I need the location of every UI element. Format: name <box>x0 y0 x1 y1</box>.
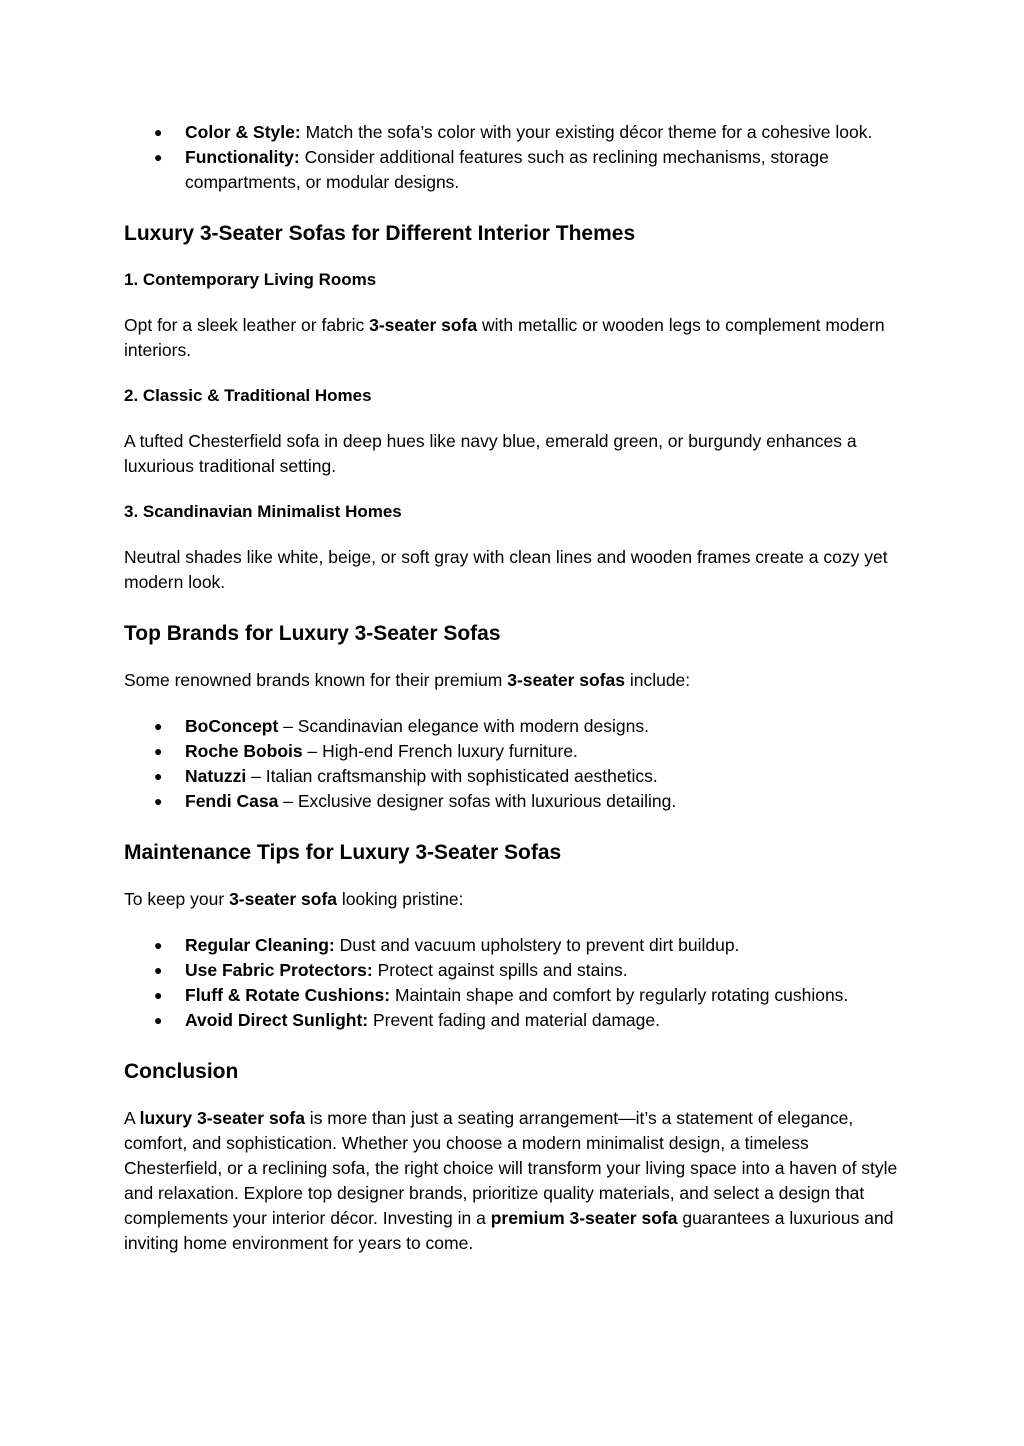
list-item: ● Fendi Casa – Exclusive designer sofas with luxurious detailing. <box>124 789 904 814</box>
bullet-icon: ● <box>154 962 163 978</box>
list-item: ● Regular Cleaning: Dust and vacuum upholstery to prevent dirt buildup. <box>124 933 904 958</box>
bullet-icon: ● <box>154 987 163 1003</box>
section-heading-maintenance: Maintenance Tips for Luxury 3-Seater Sofas <box>124 841 562 864</box>
bullet-icon: ● <box>154 937 163 953</box>
bullet-icon: ● <box>154 743 163 759</box>
list-item: ● Color & Style: Match the sofa’s color with your existing décor theme for a cohesive look. <box>124 120 904 145</box>
paragraph-brands-intro: Some renowned brands known for their premium 3-seater sofas include: <box>124 670 691 690</box>
bullet-icon: ● <box>154 149 163 165</box>
list-item: ● Avoid Direct Sunlight: Prevent fading and material damage. <box>124 1008 904 1033</box>
list-item: ● Roche Bobois – High-end French luxury furniture. <box>124 739 904 764</box>
list-item: ● Functionality: Consider additional features such as reclining mechanisms, storage compartments, or modular designs. <box>154 147 829 192</box>
section-heading-themes: Luxury 3-Seater Sofas for Different Interior Themes <box>124 222 636 245</box>
paragraph-conclusion: A luxury 3-seater sofa is more than just a seating arrangement—it’s a statement of elegance, comfort, and sophistication. Whether you choose a modern minimalist design, a timeless Chesterfield, or a reclining sofa, the right choice will transform your living space into a haven of style and relaxation. Explore top designer brands, prioritize quality materials, and select a design that complements your interior décor. Investing in a premium 3-seater sofa guarantees a luxurious and inviting home environment for years to come. <box>124 1108 898 1253</box>
list-item: ● Natuzzi – Italian craftsmanship with sophisticated aesthetics. <box>124 764 904 789</box>
list-item: ● BoConcept – Scandinavian elegance with modern designs. <box>124 714 904 739</box>
paragraph-classic: A tufted Chesterfield sofa in deep hues like navy blue, emerald green, or burgundy enhances a luxurious traditional setting. <box>124 431 857 476</box>
section-heading-brands: Top Brands for Luxury 3-Seater Sofas <box>124 622 501 645</box>
subheading-contemporary: 1. Contemporary Living Rooms <box>124 270 377 289</box>
section-heading-conclusion: Conclusion <box>124 1060 239 1083</box>
list-item: ● Fluff & Rotate Cushions: Maintain shape and comfort by regularly rotating cushions. <box>124 983 904 1008</box>
bullet-icon: ● <box>154 1012 163 1028</box>
paragraph-contemporary: Opt for a sleek leather or fabric 3-seater sofa with metallic or wooden legs to complement modern interiors. <box>124 315 885 360</box>
brands-bullet-list <box>124 714 904 814</box>
paragraph-scandinavian: Neutral shades like white, beige, or soft gray with clean lines and wooden frames create a cozy yet modern look. <box>124 547 888 592</box>
list-item: ● Use Fabric Protectors: Protect against spills and stains. <box>124 958 904 983</box>
document-page <box>124 120 904 1256</box>
subheading-classic: 2. Classic & Traditional Homes <box>124 386 372 405</box>
paragraph-maintenance-intro: To keep your 3-seater sofa looking pristine: <box>124 889 464 909</box>
bullet-icon: ● <box>154 718 163 734</box>
intro-bullet-list <box>124 120 904 195</box>
subheading-scandinavian: 3. Scandinavian Minimalist Homes <box>124 502 402 521</box>
maintenance-bullet-list <box>124 933 904 1033</box>
bullet-icon: ● <box>154 793 163 809</box>
bullet-icon: ● <box>154 124 163 140</box>
bullet-icon: ● <box>154 768 163 784</box>
